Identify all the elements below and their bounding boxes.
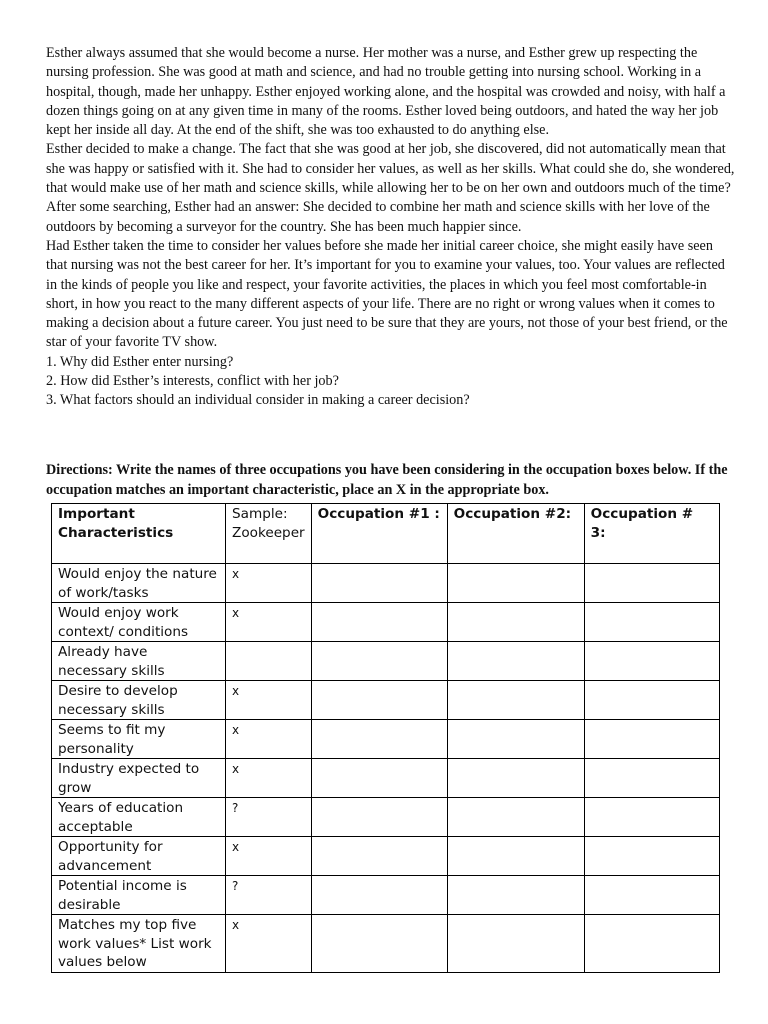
occupation-2-cell[interactable] xyxy=(447,837,584,876)
occupation-3-cell[interactable] xyxy=(584,720,719,759)
occupation-1-cell[interactable] xyxy=(311,915,447,973)
characteristic-cell: Already have necessary skills xyxy=(52,642,226,681)
occupation-2-cell[interactable] xyxy=(447,603,584,642)
occupation-1-cell[interactable] xyxy=(311,837,447,876)
table-header-row xyxy=(52,504,720,564)
occupation-2-cell[interactable] xyxy=(447,564,584,603)
occupation-1-cell[interactable] xyxy=(311,876,447,915)
characteristic-cell: Desire to develop necessary skills xyxy=(52,681,226,720)
question-list xyxy=(46,353,736,411)
occupation-1-cell[interactable] xyxy=(311,564,447,603)
directions-text: Directions: Write the names of three occupations you have been considering in the occupation boxes below. If the occupation matches an important characteristic, place an X in the appropriate box. xyxy=(46,462,728,498)
question-item: 3. What factors should an individual consider in making a career decision? xyxy=(46,392,470,409)
occupation-2-cell[interactable] xyxy=(447,681,584,720)
reading-passage xyxy=(46,44,736,411)
table-row xyxy=(52,681,720,720)
characteristic-cell: Opportunity for advancement xyxy=(52,837,226,876)
occupation-3-cell[interactable] xyxy=(584,837,719,876)
occupation-3-cell[interactable] xyxy=(584,564,719,603)
sample-mark-cell: x xyxy=(226,681,312,720)
sample-mark-cell: x xyxy=(226,720,312,759)
occupation-2-cell[interactable] xyxy=(447,642,584,681)
occupation-3-cell[interactable] xyxy=(584,759,719,798)
occupation-2-cell[interactable] xyxy=(447,876,584,915)
occupation-2-cell[interactable] xyxy=(447,915,584,973)
question-item: 2. How did Esther’s interests, conflict with her job? xyxy=(46,373,339,390)
sample-mark-cell: x xyxy=(226,603,312,642)
occupation-3-cell[interactable] xyxy=(584,798,719,837)
occupation-3-cell[interactable] xyxy=(584,876,719,915)
sample-mark-cell: x xyxy=(226,759,312,798)
header-occupation-2: Occupation #2: xyxy=(447,504,584,564)
characteristic-cell: Industry expected to grow xyxy=(52,759,226,798)
header-sample: Sample: Zookeeper xyxy=(226,504,312,564)
characteristic-cell: Matches my top five work values* List work values below xyxy=(52,915,226,973)
occupation-1-cell[interactable] xyxy=(311,642,447,681)
header-important-characteristics: Important Characteristics xyxy=(52,504,226,564)
sample-mark-cell: ? xyxy=(226,798,312,837)
characteristic-cell: Years of education acceptable xyxy=(52,798,226,837)
header-occupation-3: Occupation # 3: xyxy=(584,504,719,564)
table-row xyxy=(52,603,720,642)
occupation-3-cell[interactable] xyxy=(584,603,719,642)
sample-mark-cell: x xyxy=(226,915,312,973)
passage-paragraph: Esther decided to make a change. The fact that she was good at her job, she discovered, did not automatically mean that she was happy or satisfied with it. She had to consider her values, as well as her skills. What could she do, she wondered, that would make use of her math and science skills, while allowing her to be on her own and outdoors much of the time? After some searching, Esther had an answer: She decided to combine her math and science skills with her love of the outdoors by becoming a surveyor for the country. She has been much happier since. xyxy=(46,141,735,235)
table-row xyxy=(52,759,720,798)
sample-mark-cell: x xyxy=(226,837,312,876)
occupation-2-cell[interactable] xyxy=(447,720,584,759)
table-row xyxy=(52,642,720,681)
occupation-1-cell[interactable] xyxy=(311,759,447,798)
table-row xyxy=(52,720,720,759)
sample-mark-cell: ? xyxy=(226,876,312,915)
occupation-2-cell[interactable] xyxy=(447,798,584,837)
characteristic-cell: Would enjoy the nature of work/tasks xyxy=(52,564,226,603)
table-row xyxy=(52,915,720,973)
question-item: 1. Why did Esther enter nursing? xyxy=(46,353,234,370)
occupation-3-cell[interactable] xyxy=(584,915,719,973)
table-row xyxy=(52,876,720,915)
characteristic-cell: Seems to fit my personality xyxy=(52,720,226,759)
table-row xyxy=(52,837,720,876)
passage-paragraph: Had Esther taken the time to consider her values before she made her initial career choice, she might easily have seen that nursing was not the best career for her. It’s important for you to examine your values, too. Your values are reflected in the kinds of people you like and respect, your favorite activities, the places in which you feel most comfortable-in short, in how you react to the many different aspects of your life. There are no right or wrong values when it comes to making a decision about a future career. You just need to be sure that they are yours, not those of your best friend, or the star of your favorite TV show. xyxy=(46,237,728,351)
sample-mark-cell: x xyxy=(226,564,312,603)
occupation-1-cell[interactable] xyxy=(311,720,447,759)
occupation-3-cell[interactable] xyxy=(584,642,719,681)
occupation-2-cell[interactable] xyxy=(447,759,584,798)
characteristic-cell: Potential income is desirable xyxy=(52,876,226,915)
occupation-3-cell[interactable] xyxy=(584,681,719,720)
table-row xyxy=(52,798,720,837)
header-occupation-1: Occupation #1 : xyxy=(311,504,447,564)
occupation-1-cell[interactable] xyxy=(311,681,447,720)
characteristics-table xyxy=(51,503,720,973)
passage-paragraph: Esther always assumed that she would become a nurse. Her mother was a nurse, and Esther grew up respecting the nursing profession. She was good at math and science, and had no trouble getting into nursing school. Working in a hospital, though, made her unhappy. Esther enjoyed working alone, and the hospital was crowded and noisy, with half a dozen things going on at any given time in many of the rooms. Esther loved being outdoors, and hated the way her job kept her inside all day. At the end of the shift, she was too exhausted to do anything else. xyxy=(46,45,726,139)
occupation-1-cell[interactable] xyxy=(311,798,447,837)
characteristic-cell: Would enjoy work context/ conditions xyxy=(52,603,226,642)
table-row xyxy=(52,564,720,603)
occupation-1-cell[interactable] xyxy=(311,603,447,642)
sample-mark-cell xyxy=(226,642,312,681)
